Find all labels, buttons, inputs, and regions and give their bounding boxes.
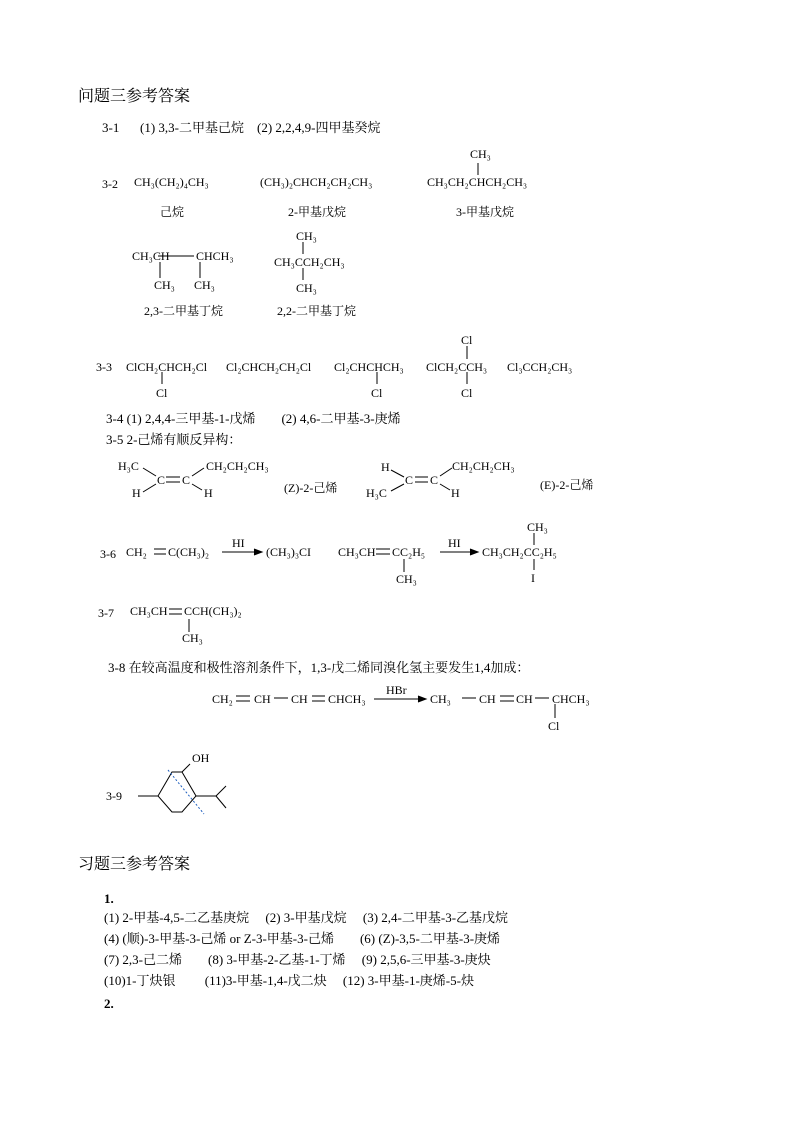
structure-23-dimethylbutane-right: CHCH₃ (196, 249, 234, 263)
section-heading-exercises: 习题三参考答案 (78, 856, 191, 873)
arrow-head (254, 549, 262, 555)
structure-33a: ClCH₂CHCH₂Cl (126, 360, 208, 374)
z-carbon2: C (182, 473, 191, 487)
structure-3-methylpentane-branch: CH₃ (470, 147, 491, 161)
arrow-head (418, 696, 426, 702)
structure-3-methylpentane: CH₃CH₂CHCH₂CH₃ (427, 175, 528, 189)
z-propyl: CH₂CH₂CH₃ (206, 459, 269, 473)
z-2-hexene-label: (Z)-2-己烯 (284, 481, 338, 495)
arrow1-reagent: HI (232, 536, 245, 550)
exercise-2-number: 2. (104, 996, 114, 1011)
bond (216, 796, 226, 808)
name-2-methylpentane: 2-甲基戊烷 (288, 205, 346, 219)
product1: (CH₃)₃CI (266, 545, 312, 559)
diene-ch-1: CH (254, 692, 271, 706)
bond (182, 764, 190, 772)
z-carbon1: C (157, 473, 166, 487)
exercise-1-line-3: (7) 2,3-己二烯 (8) 3-甲基-2-乙基-1-丁烯 (9) 2,5,6-三甲基-3-庚炔 (104, 952, 491, 967)
e-h: H (381, 460, 390, 474)
structure-22-dimethylbutane-top: CH₃ (296, 229, 317, 243)
arrow-reagent-hbr: HBr (386, 683, 407, 697)
bond (192, 484, 202, 490)
product2-methyl: CH₃ (527, 520, 548, 534)
diene-chch3: CHCH₃ (328, 692, 366, 706)
product2: CH₃CH₂CC₂H₅ (482, 545, 557, 559)
bond (192, 468, 204, 476)
q3-6-number: 3-6 (100, 547, 116, 561)
product-ch-2: CH (516, 692, 533, 706)
q3-1-number: 3-1 (102, 120, 120, 135)
e-h2: H (451, 486, 460, 500)
structure-23-dimethylbutane-left: CH₃CH (132, 249, 170, 263)
section-heading-questions: 问题三参考答案 (78, 88, 191, 105)
name-22-dimethylbutane: 2,2-二甲基丁烷 (277, 304, 356, 318)
q3-7-number: 3-7 (98, 606, 114, 620)
cyclohexane-ring (158, 772, 196, 812)
diene-ch2: CH₂ (212, 692, 233, 706)
diene-ch-2: CH (291, 692, 308, 706)
structure-33d: ClCH₂CCH₃ (426, 360, 488, 374)
product-ch-1: CH (479, 692, 496, 706)
q3-9-number: 3-9 (106, 789, 122, 803)
exercise-1-number: 1. (104, 891, 114, 906)
bond (391, 470, 404, 477)
reactant2-methyl: CH₃ (396, 572, 417, 586)
product-cl: Cl (548, 719, 560, 733)
e-carbon1: C (405, 473, 414, 487)
name-3-methylpentane: 3-甲基戊烷 (456, 205, 514, 219)
exercise-1-line-4: (10)1-丁炔银 (11)3-甲基-1,4-戊二炔 (12) 3-甲基-1-庚烯-5-炔 (104, 973, 474, 988)
q3-7-structure-left: CH₃CH (130, 604, 168, 618)
product-chch3: CHCH₃ (552, 692, 590, 706)
bond (216, 786, 226, 796)
reactant2-left: CH₃CH (338, 545, 376, 559)
e-2-hexene-label: (E)-2-己烯 (540, 478, 594, 492)
structure-23-dimethylbutane-branch1: CH₃ (154, 278, 175, 292)
arrow-head (470, 549, 478, 555)
reactant2-right: CC₂H₅ (392, 545, 426, 559)
bond (440, 484, 450, 490)
product-ch3: CH₃ (430, 692, 451, 706)
q3-3-number: 3-3 (96, 360, 112, 374)
name-hexane: 己烷 (160, 205, 185, 219)
reactant1-right: C(CH₃)₂ (168, 545, 210, 559)
structure-hexane: CH₃(CH₂)₄CH₃ (134, 175, 209, 189)
z-h3c: H₃C (118, 459, 139, 473)
e-propyl: CH₂CH₂CH₃ (452, 459, 515, 473)
name-23-dimethylbutane: 2,3-二甲基丁烷 (144, 304, 223, 318)
bond (143, 484, 156, 492)
q3-8-answer: 3-8 在较高温度和极性溶剂条件下，1,3-戊二烯同溴化氢主要发生1,4加成： (108, 660, 530, 675)
structure-33a-cl: Cl (156, 386, 168, 400)
exercise-1-line-1: (1) 2-甲基-4,5-二乙基庚烷 (2) 3-甲基戊烷 (3) 2,4-二甲基-3-乙基戊烷 (104, 910, 509, 925)
structure-2-methylpentane: (CH₃)₂CHCH₂CH₂CH₃ (260, 175, 373, 189)
hydroxyl-label: OH (192, 751, 210, 765)
q3-7-methyl: CH₃ (182, 631, 203, 645)
bond (143, 468, 156, 476)
structure-22-dimethylbutane-bottom: CH₃ (296, 281, 317, 295)
reactant1-left: CH₂ (126, 545, 147, 559)
q3-7-structure-right: CCH(CH₃)₂ (184, 604, 242, 618)
q3-2-number: 3-2 (102, 177, 118, 191)
z-h1: H (132, 486, 141, 500)
structure-33b: Cl₂CHCH₂CH₂Cl (226, 360, 312, 374)
bond (440, 468, 452, 476)
q3-5-answer: 3-5 2-己烯有顺反异构： (106, 432, 242, 447)
structure-33c: Cl₂CHCHCH₃ (334, 360, 404, 374)
structure-33c-cl: Cl (371, 386, 383, 400)
z-h2: H (204, 486, 213, 500)
e-h3c: H₃C (366, 486, 387, 500)
bond (391, 484, 404, 491)
q3-1-answer: (1) 3,3-二甲基己烷 (2) 2,2,4,9-四甲基癸烷 (140, 120, 381, 135)
structure-33e: Cl₃CCH₂CH₃ (507, 360, 573, 374)
exercise-1-line-2: (4) (顺)-3-甲基-3-己烯 or Z-3-甲基-3-己烯 (6) (Z)-3,5-二甲基-3-庚烯 (104, 931, 501, 946)
structure-22-dimethylbutane: CH₃CCH₂CH₃ (274, 255, 345, 269)
e-carbon2: C (430, 473, 439, 487)
structure-33d-bottom-cl: Cl (461, 386, 473, 400)
structure-23-dimethylbutane-branch2: CH₃ (194, 278, 215, 292)
product2-iodine: I (531, 571, 535, 585)
q3-4-answer: 3-4 (1) 2,4,4-三甲基-1-戊烯 (2) 4,6-二甲基-3-庚烯 (106, 411, 401, 426)
structure-33d-top-cl: Cl (461, 333, 473, 347)
arrow2-reagent: HI (448, 536, 461, 550)
